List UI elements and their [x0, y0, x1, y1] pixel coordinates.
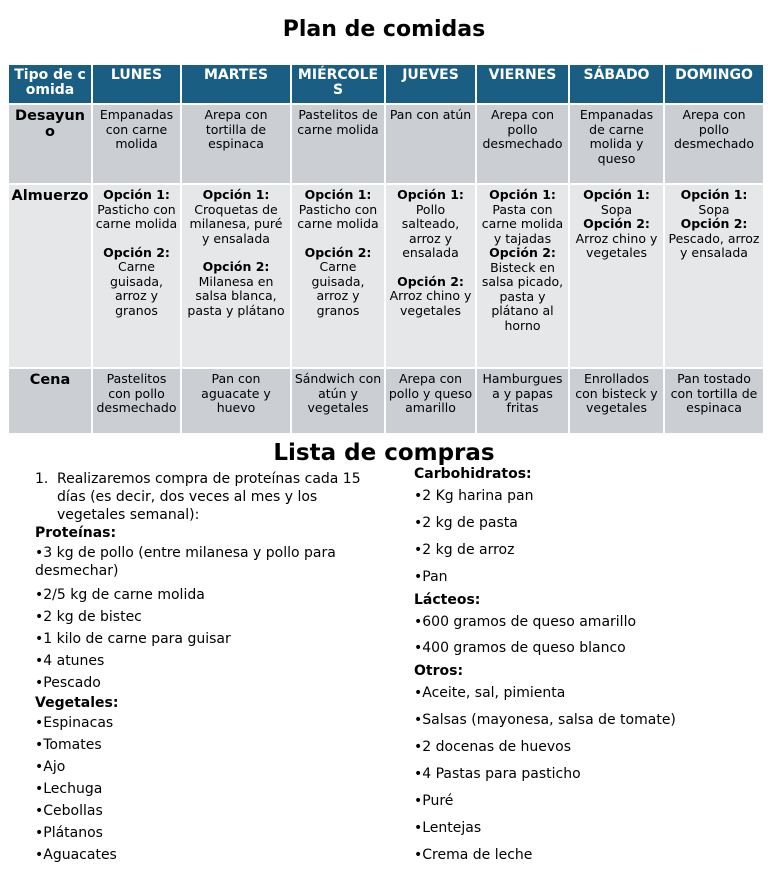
list-item: •Crema de leche: [414, 846, 533, 863]
meal-cell: [664, 368, 763, 433]
meal-cell: [181, 184, 291, 368]
option-1-text: Pasticho con carne molida: [297, 201, 379, 231]
header-day: LUNES: [92, 64, 181, 104]
list-item: •2/5 kg de carne molida: [35, 587, 205, 603]
meal-cell: [92, 368, 181, 433]
option-2-label: Opción 2:: [202, 259, 270, 274]
list-item: •2 docenas de huevos: [414, 739, 572, 756]
option-2-text: Carne guisada, arroz y granos: [311, 259, 365, 318]
row-label-lunch: Almuerzo: [8, 184, 92, 368]
list-item: •Aguacates: [35, 847, 117, 863]
list-item: •2 kg de bistec: [35, 609, 142, 625]
option-2-text: Carne guisada, arroz y granos: [109, 259, 164, 318]
meal-cell: [476, 368, 569, 433]
option-2-label: Opción 2:: [103, 244, 170, 260]
meal-text: Pastelitos con pollo desmechado: [96, 371, 177, 415]
header-day: DOMINGO: [664, 64, 763, 104]
row-label-dinner: Cena: [8, 368, 92, 433]
meal-text: Sándwich con atún y vegetales: [294, 371, 382, 415]
list-item: •Pan: [414, 568, 448, 585]
meal-text: Pan tostado con tortilla de espinaca: [670, 371, 758, 415]
row-label-breakfast: Desayuno: [8, 104, 92, 184]
list-item: •Ajo: [35, 759, 66, 775]
table-header-row: [8, 64, 763, 104]
option-1-text: Croquetas de milanesa, puré y ensalada: [189, 201, 283, 246]
meal-plan-table-container: [7, 63, 763, 433]
category-dairy: Lácteos:: [414, 591, 481, 608]
category-carbs: Carbohidratos:: [414, 466, 532, 482]
meal-text: Arepa con pollo y queso amarillo: [388, 371, 473, 415]
option-2-label: Opción 2:: [680, 216, 748, 231]
meal-cell: [385, 104, 476, 184]
header-day: MARTES: [181, 64, 291, 104]
meal-text: Pan con aguacate y huevo: [201, 371, 271, 415]
option-2-text: Arroz chino y vegetales: [575, 230, 658, 260]
list-item: •Cebollas: [35, 803, 103, 819]
list-item: •2 kg de arroz: [414, 541, 515, 558]
list-item: •3 kg de pollo (entre milanesa y pollo para desmechar): [35, 545, 336, 579]
option-1-label: Opción 1:: [304, 187, 372, 202]
shopping-column-right: [414, 465, 754, 869]
list-item: •600 gramos de queso amarillo: [414, 613, 637, 630]
meal-cell: [569, 184, 664, 368]
meal-cell: [92, 104, 181, 184]
option-2-text: Milanesa en salsa blanca, pasta y plátano: [187, 273, 285, 318]
table-row-breakfast: [8, 104, 763, 184]
list-item: •Puré: [414, 792, 454, 809]
option-2-label: Opción 2:: [397, 273, 464, 289]
table-row-dinner: [8, 368, 763, 433]
shopping-column-left: [35, 470, 380, 866]
table-row-lunch: [8, 184, 763, 368]
meal-text: Enrollados con bisteck y vegetales: [575, 371, 658, 415]
intro-text: Realizaremos compra de proteínas cada 15 días (es decir, dos veces al mes y los vegetales semanal):: [57, 471, 361, 523]
meal-plan-table: [7, 63, 763, 433]
option-1-label: Opción 1:: [202, 187, 270, 202]
option-2-text: Arroz chino y vegetales: [389, 288, 472, 318]
option-1-label: Opción 1:: [583, 187, 650, 202]
category-vegetables: Vegetales:: [35, 695, 119, 711]
list-item: •4 Pastas para pasticho: [414, 766, 581, 783]
list-item: •Salsas (mayonesa, salsa de tomate): [414, 712, 676, 729]
list-item: •Aceite, sal, pimienta: [414, 685, 566, 702]
meal-cell: [569, 368, 664, 433]
meal-text: Pan con atún: [389, 107, 472, 122]
option-1-label: Opción 1:: [397, 187, 464, 202]
meal-cell: [664, 104, 763, 184]
meal-text: Arepa con pollo desmechado: [673, 107, 755, 151]
meal-cell: [476, 184, 569, 368]
meal-text: Arepa con pollo desmechado: [482, 107, 563, 151]
list-item: •Espinacas: [35, 715, 114, 731]
meal-cell: [181, 104, 291, 184]
option-1-text: Pasta con carne molida y tajadas: [481, 201, 564, 246]
meal-cell: [291, 184, 385, 368]
option-1-label: Opción 1:: [103, 187, 170, 202]
option-1-text: Sopa: [698, 201, 730, 217]
header-meal-type: Tipo de comida: [8, 64, 92, 104]
header-day: MIÉRCOLES: [291, 64, 385, 104]
option-1-text: Pasticho con carne molida: [95, 201, 178, 231]
option-2-text: Pescado, arroz y ensalada: [668, 230, 760, 260]
list-item: •1 kilo de carne para guisar: [35, 631, 231, 647]
list-item: •Plátanos: [35, 825, 103, 841]
meal-cell: [181, 368, 291, 433]
list-item: •Lentejas: [414, 819, 482, 836]
meal-text: Hamburguesa y papas fritas: [482, 371, 563, 415]
option-2-text: Bisteck en salsa picado, pasta y plátano al horno: [481, 259, 564, 333]
header-day: VIERNES: [476, 64, 569, 104]
option-2-label: Opción 2:: [489, 245, 556, 260]
category-proteins: Proteínas:: [35, 525, 117, 541]
list-item: •Pescado: [35, 675, 101, 691]
option-1-text: Sopa: [600, 201, 633, 217]
meal-text: Arepa con tortilla de espinaca: [204, 107, 268, 151]
meal-cell: [569, 104, 664, 184]
list-item: •Lechuga: [35, 781, 103, 797]
meal-text: Empanadas con carne molida: [99, 107, 174, 151]
header-day: JUEVES: [385, 64, 476, 104]
list-item: •2 Kg harina pan: [414, 488, 534, 504]
option-1-label: Opción 1:: [680, 187, 748, 202]
meal-text: Pastelitos de carne molida: [297, 107, 379, 137]
meal-cell: [291, 104, 385, 184]
meal-cell: [385, 368, 476, 433]
category-other: Otros:: [414, 663, 464, 680]
meal-cell: [92, 184, 181, 368]
meal-text: Empanadas de carne molida y queso: [579, 107, 654, 166]
plan-title: Plan de comidas: [282, 17, 486, 42]
option-1-label: Opción 1:: [489, 187, 556, 202]
list-item: •400 gramos de queso blanco: [414, 640, 626, 657]
meal-cell: [291, 368, 385, 433]
list-item: •4 atunes: [35, 653, 105, 669]
option-2-label: Opción 2:: [304, 244, 372, 260]
meal-cell: [664, 184, 763, 368]
header-day: SÁBADO: [569, 64, 664, 104]
option-2-label: Opción 2:: [583, 216, 650, 231]
shopping-list-title: Lista de compras: [273, 440, 495, 466]
intro-item: [35, 470, 380, 524]
option-1-text: Pollo salteado, arroz y ensalada: [401, 201, 460, 260]
meal-cell: [385, 184, 476, 368]
list-item: •Tomates: [35, 737, 102, 753]
meal-cell: [476, 104, 569, 184]
list-item: •2 kg de pasta: [414, 514, 518, 531]
list-number: 1.: [35, 471, 49, 487]
